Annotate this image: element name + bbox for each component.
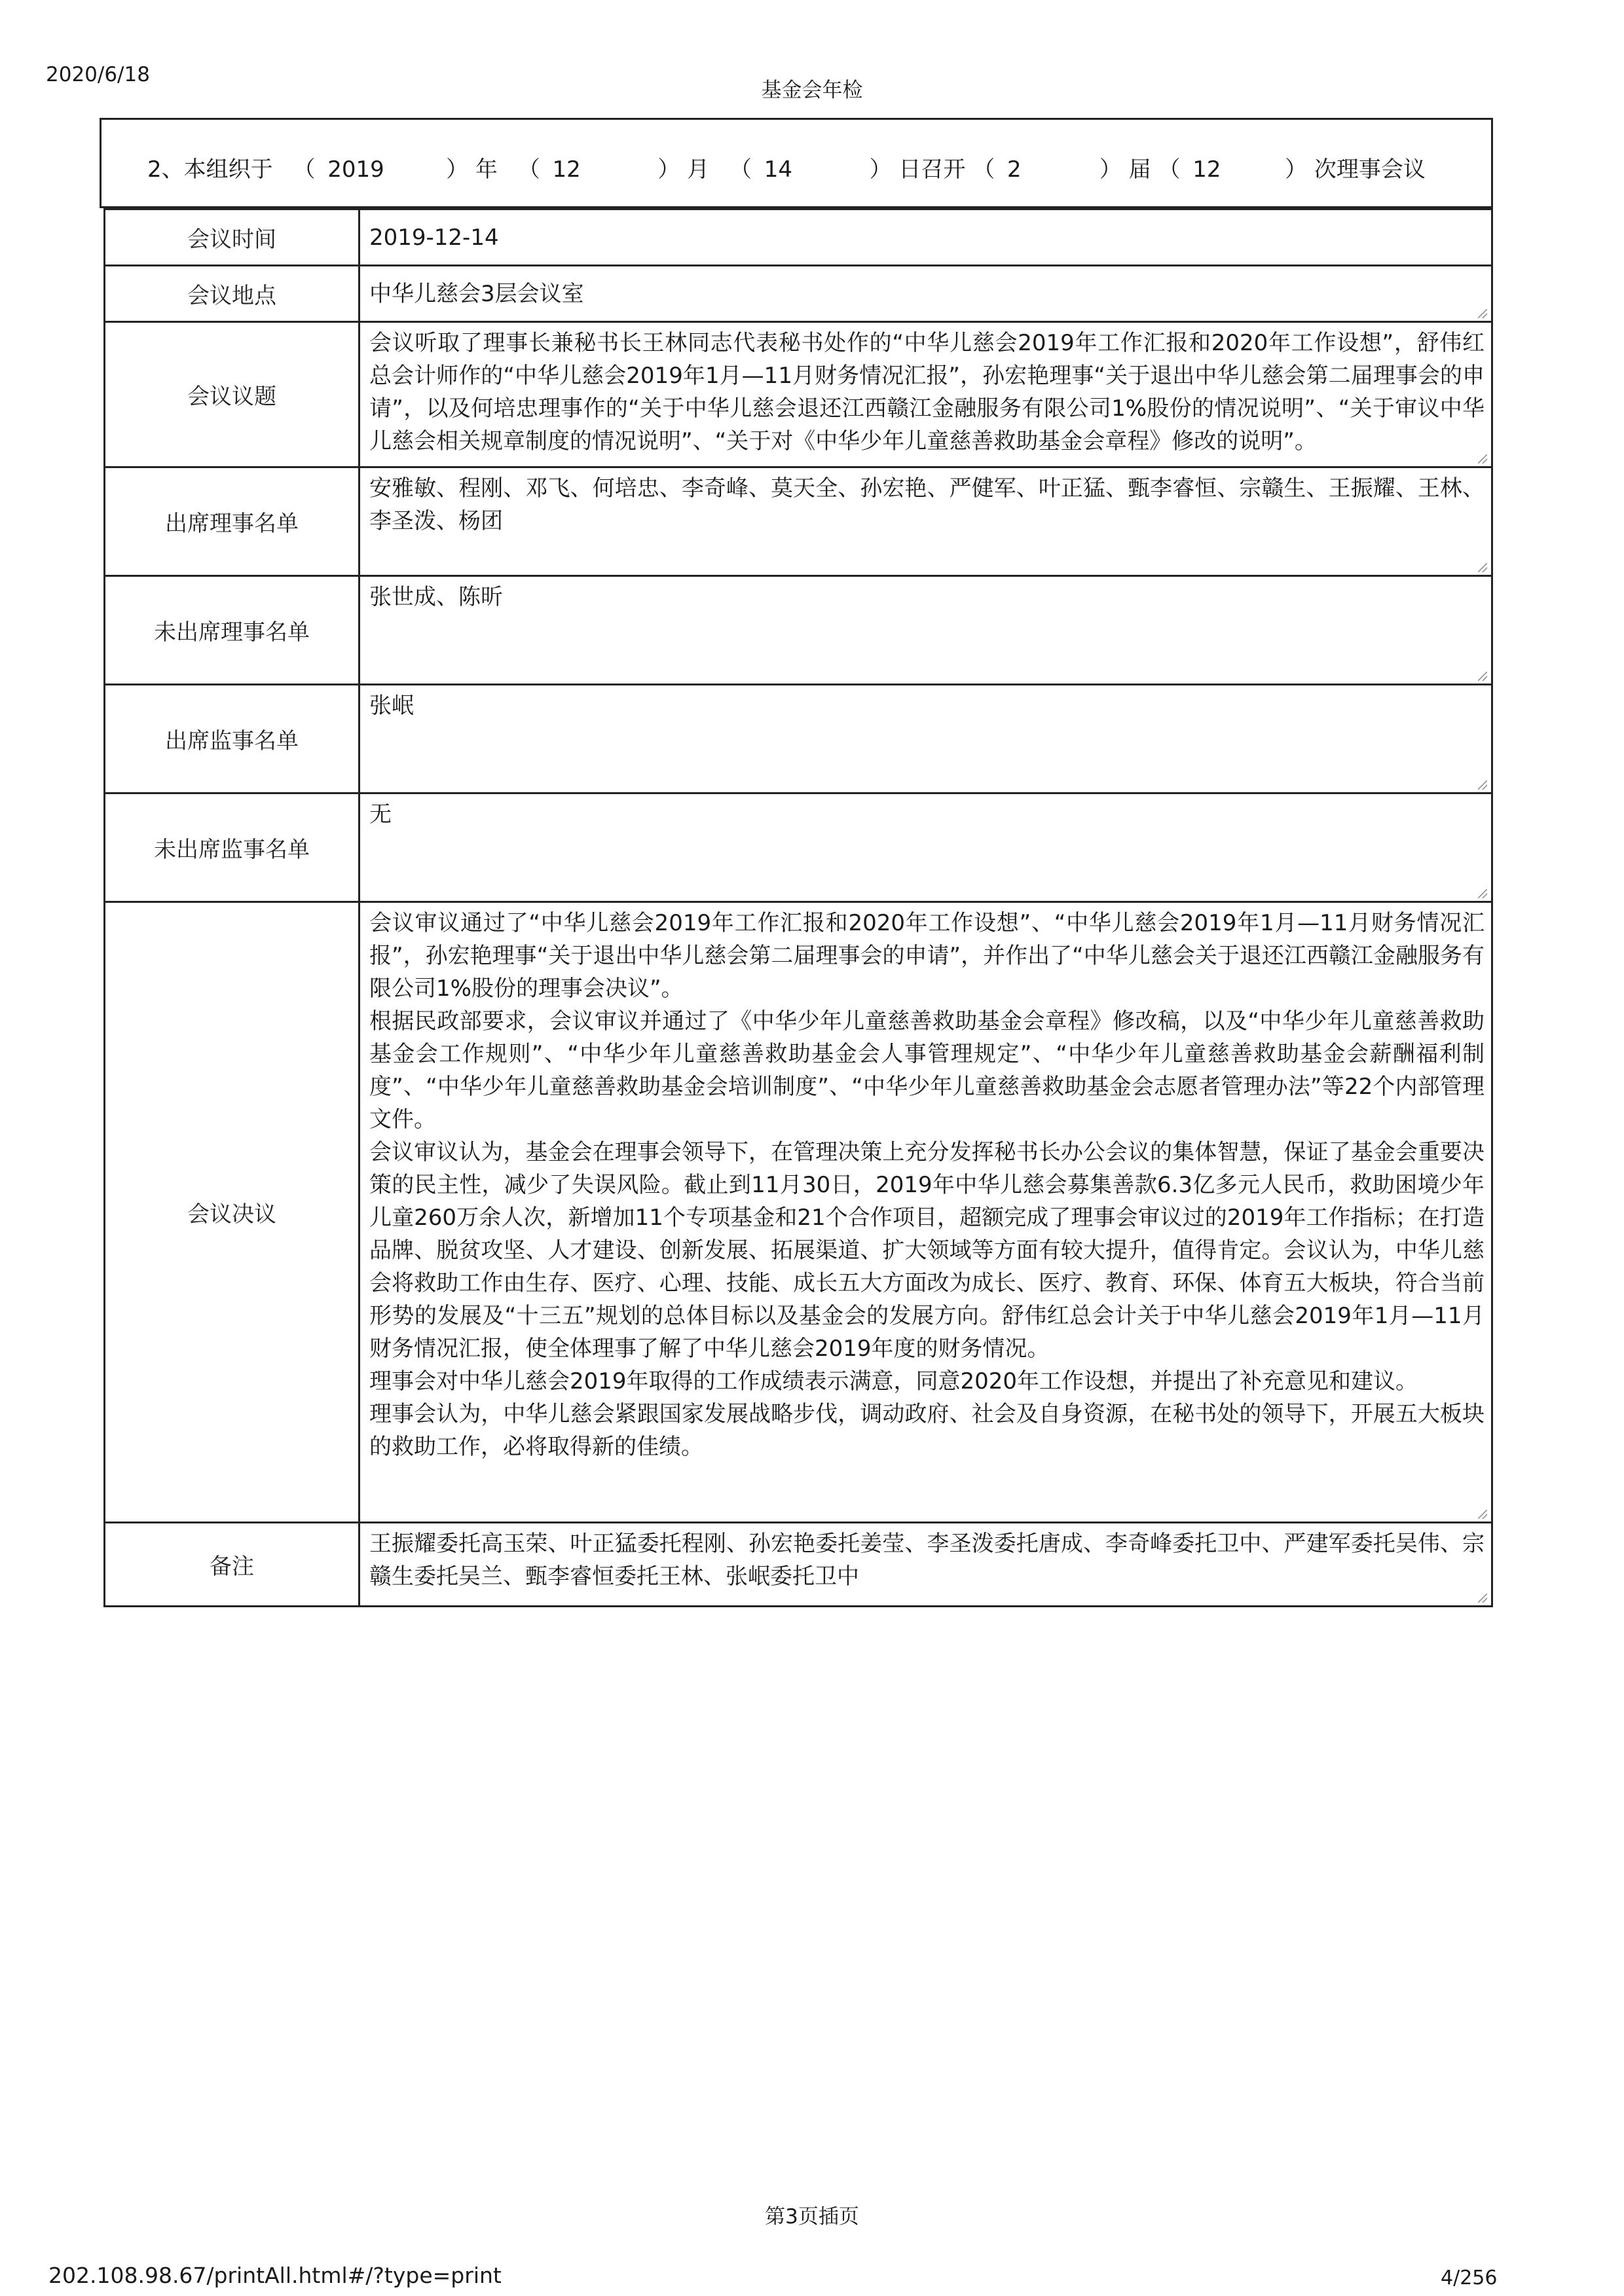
table-row: [105, 1523, 1492, 1607]
table-row: [105, 210, 1492, 266]
page-insert-label: 第3页插页: [765, 2205, 859, 2229]
close-paren: ）: [657, 156, 680, 183]
open-paren: （: [517, 156, 540, 183]
remarks-field[interactable]: [360, 1523, 1492, 1607]
meeting-topics-value: 会议听取了理事长兼秘书长王林同志代表秘书处作的“中华儿慈会2019年工作汇报和2020年工作设想”，舒伟红总会计师作的“中华儿慈会2019年1月—11月财务情况汇报”，孙宏艳理事“关于退出中华儿慈会第二届理事会的申请”，以及何培忠理事作的“关于中华儿慈会退还江西赣江金融服务有限公司1%股份的情况说明”、“关于审议中华儿慈会相关规章制度的情况说明”、“关于对《中华少年儿童慈善救助基金会章程》修改的说明”。: [369, 330, 1485, 454]
row-label-attending-supervisors: 出席监事名单: [105, 685, 360, 793]
open-paren: （: [972, 156, 995, 183]
resize-handle-icon[interactable]: [1478, 309, 1487, 318]
table-row: [105, 902, 1492, 1523]
meeting-count: 12: [1192, 156, 1221, 183]
row-label-remarks: 备注: [105, 1523, 360, 1607]
page-counter: 4/256: [1441, 2267, 1498, 2289]
meeting-summary-line: [147, 151, 1426, 183]
meeting-summary-box: [100, 118, 1493, 208]
table-row: [105, 467, 1492, 576]
session-unit: 届: [1128, 156, 1151, 183]
row-label-absent-supervisors: 未出席监事名单: [105, 793, 360, 902]
absent-supervisors-value: 无: [369, 801, 392, 828]
meeting-prefix: 2、本组织于: [147, 156, 273, 183]
resolution-paragraph: 会议审议认为，基金会在理事会领导下，在管理决策上充分发挥秘书长办公会议的集体智慧，保证了基金会重要决策的民主性，减少了失误风险。截止到11月30日，2019年中华儿慈会募集善款6.3亿多元人民币，救助困境少年儿童260万余人次，新增加11个专项基金和21个合作项目，超额完成了理事会审议过的2019年工作指标；在打造品牌、脱贫攻坚、人才建设、创新发展、拓展渠道、扩大领域等方面有较大提升，值得肯定。会议认为，中华儿慈会将救助工作由生存、医疗、心理、技能、成长五大方面改为成长、医疗、教育、环保、体育五大板块，符合当前形势的发展及“十三五”规划的总体目标以及基金会的发展方向。舒伟红总会计关于中华儿慈会2019年1月—11月财务情况汇报，使全体理事了解了中华儿慈会2019年度的财务情况。: [369, 1139, 1485, 1362]
year-unit: 年: [475, 156, 498, 183]
attending-directors-field[interactable]: [360, 467, 1492, 576]
absent-directors-field[interactable]: [360, 576, 1492, 685]
row-label-topics: 会议议题: [105, 322, 360, 467]
resize-handle-icon[interactable]: [1478, 1510, 1487, 1519]
meeting-record-table: [103, 208, 1493, 1607]
meeting-session: 2: [1007, 156, 1022, 183]
print-date: 2020/6/18: [46, 63, 150, 86]
resolution-paragraph: 会议审议通过了“中华儿慈会2019年工作汇报和2020年工作设想”、“中华儿慈会2019年1月—11月财务情况汇报”，孙宏艳理事“关于退出中华儿慈会第二届理事会的申请”，并作出了“中华儿慈会关于退还江西赣江金融服务有限公司1%股份的理事会决议”。: [369, 910, 1485, 1002]
meeting-time-field[interactable]: [360, 210, 1492, 266]
close-paren: ）: [869, 156, 892, 183]
row-label-attending-directors: 出席理事名单: [105, 467, 360, 576]
resize-handle-icon[interactable]: [1478, 563, 1487, 572]
table-row: [105, 266, 1492, 322]
resize-handle-icon[interactable]: [1478, 1594, 1487, 1603]
resize-handle-icon[interactable]: [1478, 780, 1487, 790]
meeting-month: 12: [552, 156, 581, 183]
close-paren: ）: [446, 156, 469, 183]
table-row: [105, 793, 1492, 902]
absent-directors-value: 张世成、陈昕: [369, 584, 503, 610]
resolution-paragraph: 理事会认为，中华儿慈会紧跟国家发展战略步伐，调动政府、社会及自身资源，在秘书处的领导下，开展五大板块的救助工作，必将取得新的佳绩。: [369, 1401, 1485, 1460]
attending-directors-value: 安雅敏、程刚、邓飞、何培忠、李奇峰、莫天全、孙宏艳、严健军、叶正猛、甄李睿恒、宗赣生、王振耀、王林、李圣泼、杨团: [369, 475, 1485, 534]
meeting-place-value: 中华儿慈会3层会议室: [369, 280, 584, 307]
open-paren: （: [1158, 156, 1181, 183]
resize-handle-icon[interactable]: [1478, 672, 1487, 681]
meeting-day: 14: [764, 156, 793, 183]
open-paren: （: [729, 156, 752, 183]
attending-supervisors-value: 张岷: [369, 693, 414, 719]
row-label-resolutions: 会议决议: [105, 902, 360, 1523]
month-unit: 月: [687, 156, 710, 183]
row-label-time: 会议时间: [105, 210, 360, 266]
resolution-paragraph: 根据民政部要求，会议审议并通过了《中华少年儿童慈善救助基金会章程》修改稿，以及“中华少年儿童慈善救助基金会工作规则”、“中华少年儿童慈善救助基金会人事管理规定”、“中华少年儿童慈善救助基金会薪酬福利制度”、“中华少年儿童慈善救助基金会培训制度”、“中华少年儿童慈善救助基金会志愿者管理办法”等22个内部管理文件。: [369, 1008, 1485, 1133]
table-row: [105, 576, 1492, 685]
count-unit: 次理事会议: [1314, 156, 1426, 183]
absent-supervisors-field[interactable]: [360, 793, 1492, 902]
close-paren: ）: [1099, 156, 1122, 183]
open-paren: （: [293, 156, 316, 183]
row-label-absent-directors: 未出席理事名单: [105, 576, 360, 685]
attending-supervisors-field[interactable]: [360, 685, 1492, 793]
meeting-time-value: 2019-12-14: [369, 224, 499, 251]
meeting-place-field[interactable]: [360, 266, 1492, 322]
meeting-topics-field[interactable]: [360, 322, 1492, 467]
row-label-place: 会议地点: [105, 266, 360, 322]
resolutions-field[interactable]: [360, 902, 1492, 1523]
close-paren: ）: [1285, 156, 1308, 183]
resize-handle-icon[interactable]: [1478, 454, 1487, 464]
print-url: 202.108.98.67/printAll.html#/?type=print: [48, 2263, 502, 2288]
table-row: [105, 685, 1492, 793]
table-row: [105, 322, 1492, 467]
resize-handle-icon[interactable]: [1478, 889, 1487, 898]
meeting-year: 2019: [327, 156, 384, 183]
day-unit: 日召开: [898, 156, 966, 183]
resolution-paragraph: 理事会对中华儿慈会2019年取得的工作成绩表示满意，同意2020年工作设想，并提出了补充意见和建议。: [369, 1368, 1418, 1394]
remarks-value: 王振耀委托高玉荣、叶正猛委托程刚、孙宏艳委托姜莹、李圣泼委托唐成、李奇峰委托卫中、严建军委托吴伟、宗赣生委托吴兰、甄李睿恒委托王林、张岷委托卫中: [369, 1531, 1485, 1590]
page-title: 基金会年检: [761, 79, 863, 102]
